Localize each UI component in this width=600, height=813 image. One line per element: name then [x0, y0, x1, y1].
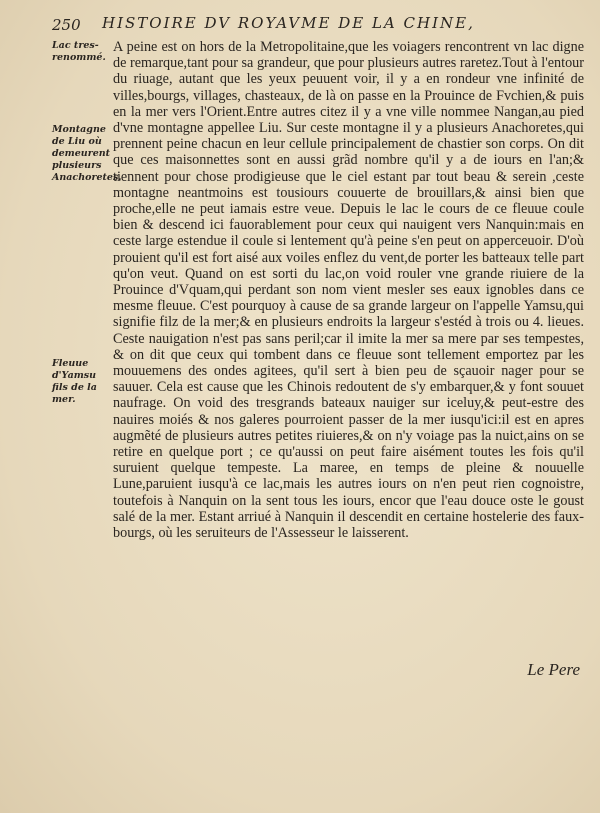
main-text: [113, 39, 584, 541]
margin-note-lac: Lac tres-renommé.: [52, 40, 106, 63]
paragraph: A peine est on hors de la Metropolitaine,que les voiagers rencontrent vn lac digne de remarque,tant pour sa grandeur, que pour plusieurs autres raretez.Tout à l'entour du riuage, autant que les yeux peuuent voir, il y a en rondeur vne infinité de villes,bourgs, villages, chasteaux, de là on passe en la Prouince de Fvchien,& puis en la mer vers l'Orient.Entre autres citez il y a vne ville nommee Nangan,au pied d'vne montagne appellee Liu. Sur ceste montagne il y a plusieurs Anachoretes,qui prennent peine chacun en leur cellule principalement de chastier son corps. On dit que ces maisonnettes sont en aussi grãd nombre qu'il y a de iours en l'an;& tiennent pour chose prodigieuse que le ciel estant par tout beau & serein ,ceste montagne neantmoins est tousiours couuerte de brouillars,& ainsi bien que proche,elle ne peut iamais estre veue. Depuis le lac le cours de ce fleuue coule bien & descend ici fauorablement pour ceux qui nauigent vers Nanquin:mais en ceste large estendue il coule si lentement qu'à peine s'en peut on apperceuoir. D'où prouient qu'il est fort aisé aux voiles enflez du vent,de porter les batteaux telle part qu'on veut. Quand on est sorti du lac,on void rouler vne grande riuiere de la Prouince d'Vquam,qui perdant son nom vient mesler ses eaux ignobles dans ce mesme fleuue. C'est pourquoy à cause de sa grande largeur on l'appelle Yamsu,qui signifie filz de la mer;& en plusieurs endroits la largeur s'estéd à trois ou 4. lieues. Ceste nauigation n'est pas sans peril;car il imite la mer sa mere par ses tempestes, & on dit que ceux qui tombent dans ce fleuue sont tellement emportez par les mouuemens des ondes agitees, qu'il sert à bien peu de sçauoir nager pour se sauuer. Cela est cause que les Chinois redoutent de s'y embarquer,& y font souuet naufrage. On void des tresgrands bateaux nauiger sur iceluy,& peut-estre des nauires moiés & nos galeres pourroient passer de la mer iusqu'ici:il est en apres augmẽté de plusieurs autres petites riuieres,& on n'y voiage pas la nuict,ains on se retire en quelque port ; ce qu'aussi on peut faire aisément toutes les fois qu'il suruient quelque tempeste. La maree, en temps de pleine & nouuelle Lune,paruient iusqu'à ce lac,mais les autres iours on n'en peut rien cognoistre, toutefois à Nanquin on la sent tous les iours, encor que l'eau douce oste le goust salé de la mer. Estant arriué à Nanquin il descendit en certaine hostelerie des faux-bourgs, où les seruiteurs de l'Assesseur le laisserent.: [113, 39, 584, 542]
page-header: [52, 14, 576, 36]
margin-note-montagne: Montagne de Liu où demeurent plusieurs Anachoretes.: [52, 124, 122, 183]
margin-note-fleuue: Fleuue d'Yamsu fils de la mer.: [52, 358, 97, 405]
running-head: HISTOIRE DV ROYAVME DE LA CHINE,: [102, 14, 475, 32]
page-number: 250: [52, 16, 81, 34]
catchword: Le Pere: [527, 660, 580, 679]
